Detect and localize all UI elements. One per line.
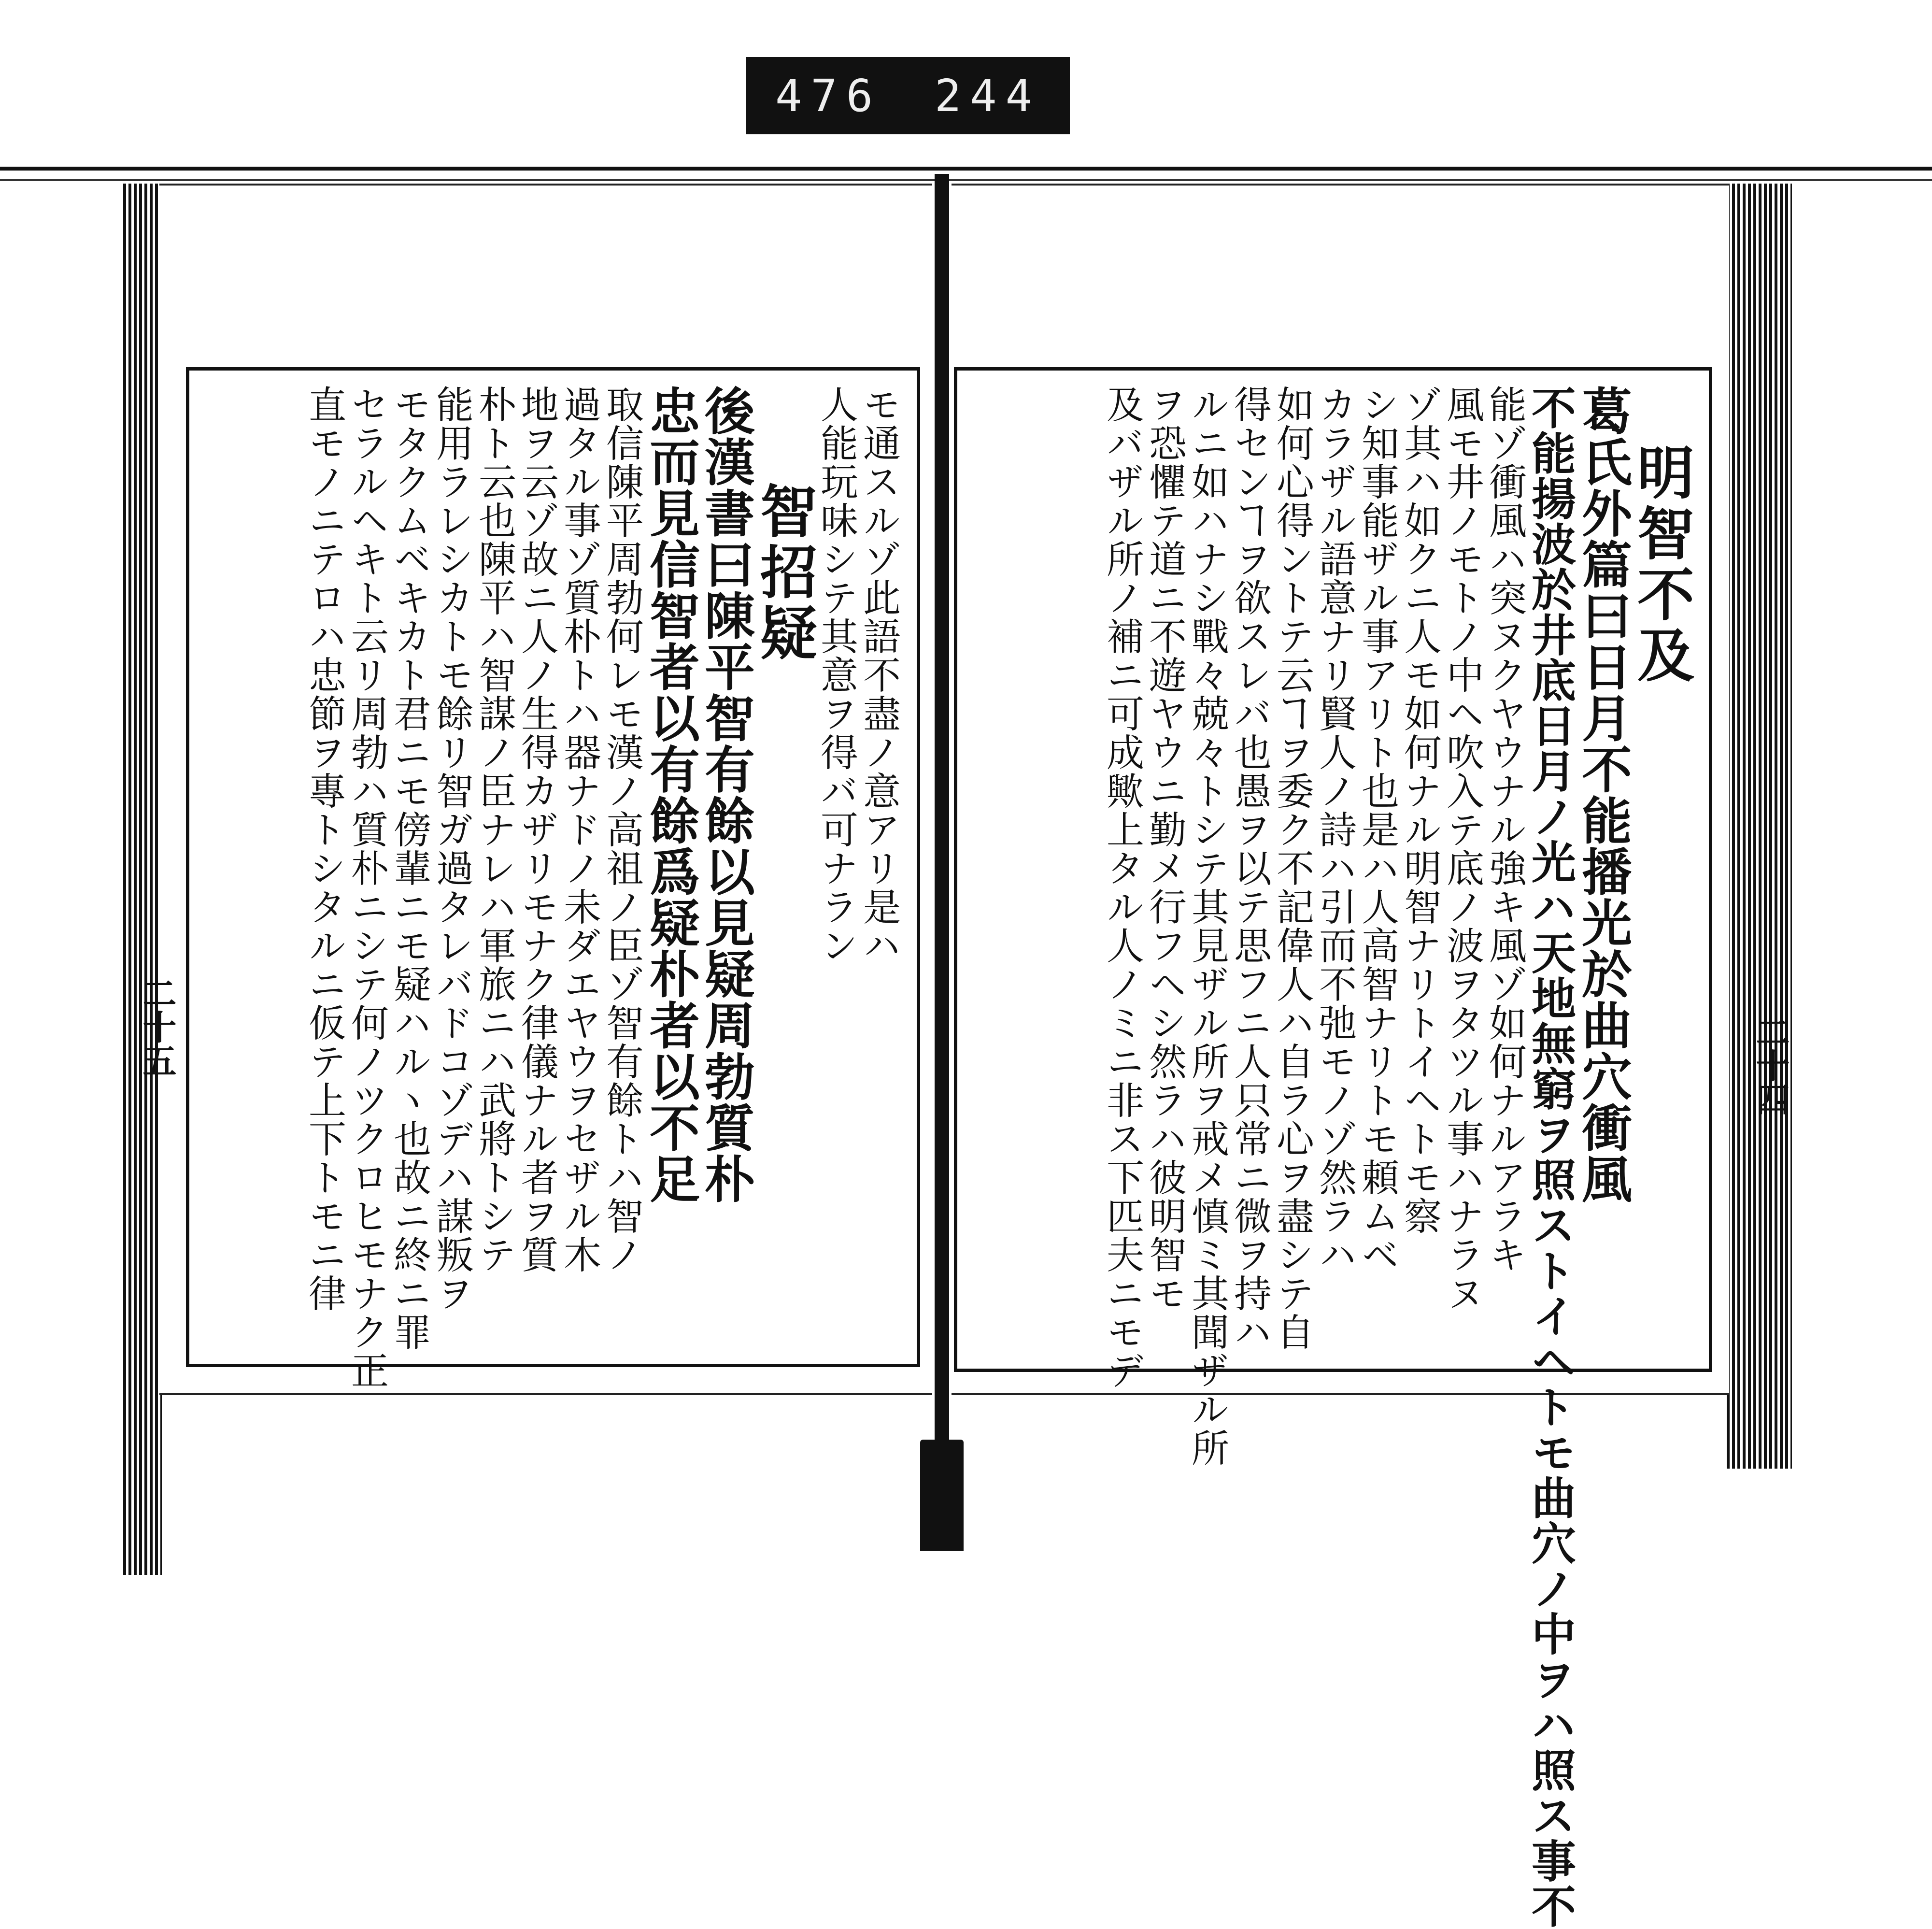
left-line-7: 能用ラレシカトモ餘リ智ガ過タレバドコゾデハ謀叛ヲ xyxy=(430,385,473,1313)
right-line-3: 能ゾ衝風ハ突ヌクヤウナル強キ風ゾ如何ナルアラキ xyxy=(1483,385,1526,1274)
right-page-folio: 二十四 xyxy=(1750,1015,1790,1116)
left-line-8: モタクムベキカト君ニモ傍輩ニモ疑ハルヽ也故ニ終ニ罪 xyxy=(387,385,431,1351)
top-rule xyxy=(0,167,1932,181)
left-line-6: 朴ト云也陳平ハ智謀ノ臣ナレハ軍旅ニハ武將トシテ xyxy=(472,385,516,1274)
left-page-text-frame xyxy=(186,367,920,1390)
left-line-2: 忠而見信智者以有餘爲疑朴者以不足 xyxy=(641,385,700,1204)
right-page-text-frame xyxy=(954,367,1712,1929)
catalog-number-right: 244 xyxy=(934,70,1041,122)
left-line-4: 過タル事ゾ質朴トハ器ナドノ未ダエヤウヲセザル木 xyxy=(557,385,601,1274)
catalog-label xyxy=(746,57,1070,134)
right-line-4: 風モ井ノモトノ中ヘ吹入テ底ノ波ヲタツル事ハナラヌ xyxy=(1440,385,1484,1313)
catalog-number-left: 476 xyxy=(775,70,882,122)
left-page-folio: 二十五 xyxy=(137,976,177,1077)
right-heading: 明智不及 xyxy=(1628,443,1695,686)
right-line-10: ルニ如ハナシ戰々兢々トシテ其見ザル所ヲ戒メ慎ミ其聞ザル所 xyxy=(1185,385,1229,1467)
right-line-11: ヲ恐懼テ道ニ不遊ヤウニ勤メ行フヘシ然ラハ彼明智モ xyxy=(1143,385,1186,1313)
left-line-3: 取信陳平周勃何レモ漢ノ高祖ノ臣ゾ智有餘トハ智ノ xyxy=(600,385,643,1274)
right-line-12: 及バザル所ノ補ニ可成歟上タル人ノミニ非ス下匹夫ニモデ xyxy=(1100,385,1144,1390)
right-line-2: 不能揚波於井底日月ノ光ハ天地無窮ヲ照ストイヘトモ曲穴ノ中ヲハ照ス事不 xyxy=(1524,385,1577,1929)
right-line-9: 得センヿヲ欲スレバ也愚ヲ以テ思フニ人只常ニ微ヲ持ハ xyxy=(1228,385,1271,1351)
book-spine xyxy=(935,174,949,1478)
left-heading: 智招疑 xyxy=(751,482,818,664)
left-line-5: 地ヲ云ゾ故ニ人ノ生得カザリモナク律儀ナル者ヲ質 xyxy=(515,385,558,1274)
right-line-1: 葛氏外篇曰日月不能播光於曲穴衝風 xyxy=(1573,385,1633,1204)
right-page-edges xyxy=(1727,184,1792,1469)
right-line-5: ゾ其ハ如クニ人モ如何ナル明智ナリトイヘトモ察 xyxy=(1398,385,1441,1235)
left-continuation-1: モ通スルゾ此語不盡ノ意アリ是ハ xyxy=(857,385,900,965)
left-line-9: セラルヘキト云リ周勃ハ質朴ニシテ何ノツクロヒモナク正 xyxy=(345,385,388,1390)
left-line-10: 直モノニテロハ忠節ヲ專トシタルニ仮テ上下トモニ律 xyxy=(302,385,346,1313)
right-line-8: 如何心得ントテ云ヿヲ委ク不記偉人ハ自ラ心ヲ盡シテ自 xyxy=(1270,385,1314,1351)
left-line-1: 後漢書曰陳平智有餘以見疑周勃質朴 xyxy=(696,385,755,1204)
left-continuation-2: 人能玩味シテ其意ヲ得バ可ナラン xyxy=(814,385,858,965)
left-page-edges xyxy=(123,184,162,1575)
spine-foot xyxy=(920,1440,964,1551)
right-line-7: カラザル語意ナリ賢人ノ詩ハ引而不弛モノゾ然ラハ xyxy=(1313,385,1356,1274)
right-line-6: シ知事能ザル事アリト也是ハ人高智ナリトモ頼ムベ xyxy=(1355,385,1399,1274)
